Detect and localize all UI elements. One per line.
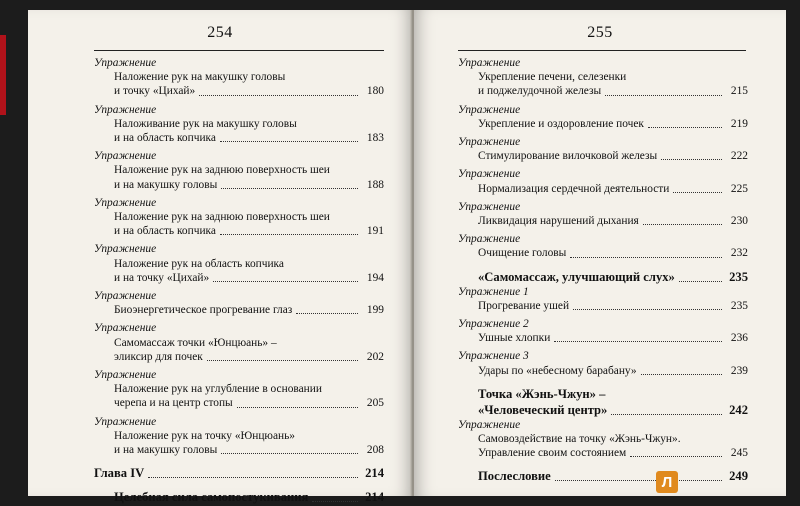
header-rule xyxy=(458,50,746,51)
section-title: «Человеческий центр» xyxy=(478,402,608,417)
entry-line: и на точку «Цихай» xyxy=(114,271,210,284)
exercise-label: Упражнение xyxy=(458,103,521,116)
page-ref: 214 xyxy=(365,466,384,481)
exercise-label: Упражнение xyxy=(458,200,521,213)
leader-dots xyxy=(207,360,358,361)
toc-left xyxy=(94,56,384,505)
page-ref: 242 xyxy=(729,402,748,417)
toc-section xyxy=(458,269,748,285)
toc-entry xyxy=(458,103,748,131)
toc-chapter xyxy=(94,465,384,481)
leader-dots xyxy=(148,477,358,478)
leader-dots xyxy=(312,501,358,502)
entry-line: Очищение головы xyxy=(478,247,567,260)
page-ref: 232 xyxy=(730,247,748,260)
leader-dots xyxy=(661,159,722,160)
toc-right xyxy=(458,56,748,484)
toc-entry xyxy=(458,285,748,313)
toc-entry xyxy=(458,418,748,461)
leader-dots xyxy=(221,453,358,454)
page-ref: 191 xyxy=(366,225,384,238)
toc-entry xyxy=(94,368,384,411)
entry-line: Наложение рук на область копчика xyxy=(114,257,284,270)
page-ref: 245 xyxy=(730,447,748,460)
entry-line: Наложение рук на углубление в основании xyxy=(114,383,322,396)
entry-line: Наложение рук на макушку головы xyxy=(114,71,286,84)
toc-entry xyxy=(94,149,384,192)
toc-entry xyxy=(94,196,384,239)
toc-entry xyxy=(458,135,748,163)
entry-line: черепа и на центр стопы xyxy=(114,397,233,410)
exercise-label: Упражнение xyxy=(94,196,157,209)
toc-entry xyxy=(94,289,384,317)
exercise-label: Упражнение xyxy=(94,243,157,256)
leader-dots xyxy=(220,234,358,235)
entry-line: Ликвидация нарушений дыхания xyxy=(478,215,639,228)
page-ref: 235 xyxy=(729,269,748,284)
exercise-label: Упражнение xyxy=(458,168,521,181)
page-ref: 180 xyxy=(366,85,384,98)
exercise-label: Упражнение 1 xyxy=(458,285,529,298)
toc-section xyxy=(94,489,384,505)
page-ref: 249 xyxy=(729,469,748,484)
toc-entry xyxy=(458,349,748,377)
entry-line: и на область копчика xyxy=(114,225,216,238)
leader-dots xyxy=(605,95,722,96)
entry-line: Самомассаж точки «Юнцюань» – xyxy=(114,336,277,349)
exercise-label: Упражнение xyxy=(94,150,157,163)
toc-section xyxy=(458,386,748,418)
page-ref: 205 xyxy=(366,397,384,410)
exercise-label: Упражнение 2 xyxy=(458,318,529,331)
leader-dots xyxy=(220,141,358,142)
page-ref: 239 xyxy=(730,364,748,377)
entry-line: и на макушку головы xyxy=(114,444,218,457)
entry-line: Биоэнергетическое прогревание глаз xyxy=(114,304,293,317)
entry-line: и на макушку головы xyxy=(114,178,218,191)
entry-line: Прогревание ушей xyxy=(478,299,570,312)
header-rule xyxy=(94,50,384,51)
section-title: Целебная сила самопостукивания xyxy=(114,490,309,505)
page-ref: 225 xyxy=(730,182,748,195)
exercise-label: Упражнение xyxy=(94,103,157,116)
page-number-right: 255 xyxy=(587,24,613,41)
toc-entry xyxy=(458,200,748,228)
page-ref: 235 xyxy=(730,299,748,312)
leader-dots xyxy=(199,95,358,96)
leader-dots xyxy=(643,224,722,225)
entry-line: и на область копчика xyxy=(114,132,216,145)
leader-dots xyxy=(296,313,358,314)
entry-line: Ушные хлопки xyxy=(478,332,551,345)
section-title: Точка «Жэнь-Чжун» – xyxy=(478,386,606,401)
leader-dots xyxy=(611,414,722,415)
entry-line: Укрепление и оздоровление почек xyxy=(478,117,644,130)
exercise-label: Упражнение 3 xyxy=(458,350,529,363)
book-edge-bookmark xyxy=(0,35,6,115)
page-ref: 236 xyxy=(730,332,748,345)
toc-entry xyxy=(458,232,748,260)
toc-entry xyxy=(458,56,748,99)
leader-dots xyxy=(555,480,722,481)
page-ref: 188 xyxy=(366,178,384,191)
leader-dots xyxy=(673,192,722,193)
page-ref: 208 xyxy=(366,444,384,457)
exercise-label: Упражнение xyxy=(94,322,157,335)
page-ref: 194 xyxy=(366,271,384,284)
leader-dots xyxy=(221,188,358,189)
leader-dots xyxy=(648,127,722,128)
entry-line: Удары по «небесному барабану» xyxy=(478,364,637,377)
toc-entry xyxy=(94,56,384,99)
leader-dots xyxy=(630,456,722,457)
entry-line: и поджелудочной железы xyxy=(478,85,602,98)
entry-line: Наложение рук на точку «Юнцюань» xyxy=(114,429,295,442)
entry-line: Стимулирование вилочковой железы xyxy=(478,150,658,163)
leader-dots xyxy=(570,257,722,258)
leader-dots xyxy=(679,281,722,282)
entry-line: эликсир для почек xyxy=(114,350,203,363)
page-ref: 230 xyxy=(730,215,748,228)
exercise-label: Упражнение xyxy=(94,369,157,382)
toc-entry xyxy=(94,415,384,458)
exercise-label: Упражнение xyxy=(458,136,521,149)
entry-line: Укрепление печени, селезенки xyxy=(478,71,627,84)
toc-entry xyxy=(94,103,384,146)
publisher-logo-icon: Л xyxy=(656,471,678,493)
toc-entry xyxy=(458,167,748,195)
entry-line: Наложивание рук на макушку головы xyxy=(114,117,297,130)
entry-line: Наложение рук на заднюю поверхность шеи xyxy=(114,164,330,177)
page-number-left: 254 xyxy=(207,24,233,41)
exercise-label: Упражнение xyxy=(458,233,521,246)
afterword-title: Послесловие xyxy=(478,469,551,484)
exercise-label: Упражнение xyxy=(94,290,157,303)
toc-entry xyxy=(94,242,384,285)
leader-dots xyxy=(641,374,722,375)
entry-line: Наложение рук на заднюю поверхность шеи xyxy=(114,211,330,224)
page-ref: 202 xyxy=(366,350,384,363)
entry-line: Управление своим состоянием xyxy=(478,447,627,460)
page-ref: 214 xyxy=(365,490,384,505)
page-ref: 219 xyxy=(730,117,748,130)
exercise-label: Упражнение xyxy=(458,418,521,431)
page-ref: 183 xyxy=(366,132,384,145)
leader-dots xyxy=(573,309,722,310)
page-ref: 199 xyxy=(366,304,384,317)
page-ref: 215 xyxy=(730,85,748,98)
entry-line: Нормализация сердечной деятельности xyxy=(478,182,670,195)
leader-dots xyxy=(554,341,722,342)
right-page xyxy=(414,10,786,496)
page-ref: 222 xyxy=(730,150,748,163)
leader-dots xyxy=(237,407,358,408)
entry-line: и точку «Цихай» xyxy=(114,85,196,98)
chapter-title: Глава IV xyxy=(94,466,145,481)
section-title: «Самомассаж, улучшающий слух» xyxy=(478,269,675,284)
toc-entry xyxy=(458,317,748,345)
exercise-label: Упражнение xyxy=(94,415,157,428)
toc-entry xyxy=(94,321,384,364)
entry-line: Самовоздействие на точку «Жэнь-Чжун». xyxy=(478,433,681,446)
exercise-label: Упражнение xyxy=(458,57,521,69)
left-page xyxy=(28,10,412,505)
toc-afterword xyxy=(458,468,748,484)
exercise-label: Упражнение xyxy=(94,57,157,69)
leader-dots xyxy=(213,281,358,282)
